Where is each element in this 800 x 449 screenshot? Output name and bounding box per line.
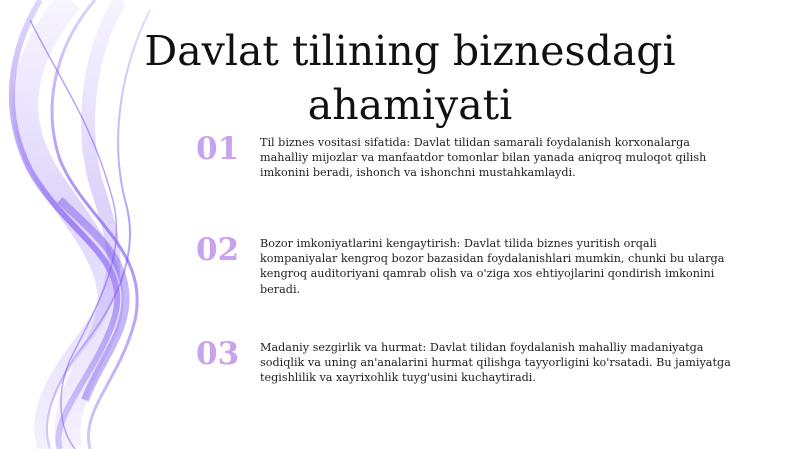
item-text: Madaniy sezgirlik va hurmat: Davlat tilidan foydalanish mahalliy madaniyatga sodiqlik va uning an'analarini hurmat qilishga tayyorligini ko'rsatadi. Bu jamiyatga tegishlilik va xayrixohlik tuyg'usini kuchaytiradi. [260, 341, 731, 385]
item-text: Til biznes vositasi sifatida: Davlat tilidan samarali foydalanish korxonalarga mahalliy mijozlar va manfaatdor tomonlar bilan yanada aniqroq muloqot qilish imkonini beradi, ishonch va ishonchni mustahkamlaydi. [260, 136, 707, 180]
item-text: Bozor imkoniyatlarini kengaytirish: Davlat tilida biznes yuritish orqali kompaniyalar kengroq bozor bazasidan foydalanishlari mumkin, chunki bu ularga kengroq auditoriyani qamrab olish va o'ziga xos ehtiyojlarini qondirish imkonini beradi. [260, 237, 725, 296]
item-number: 01 [196, 131, 240, 167]
slide-title: Davlat tilining biznesdagi ahamiyati [144, 27, 676, 129]
item-number: 02 [196, 232, 240, 268]
item-number: 03 [196, 336, 240, 372]
